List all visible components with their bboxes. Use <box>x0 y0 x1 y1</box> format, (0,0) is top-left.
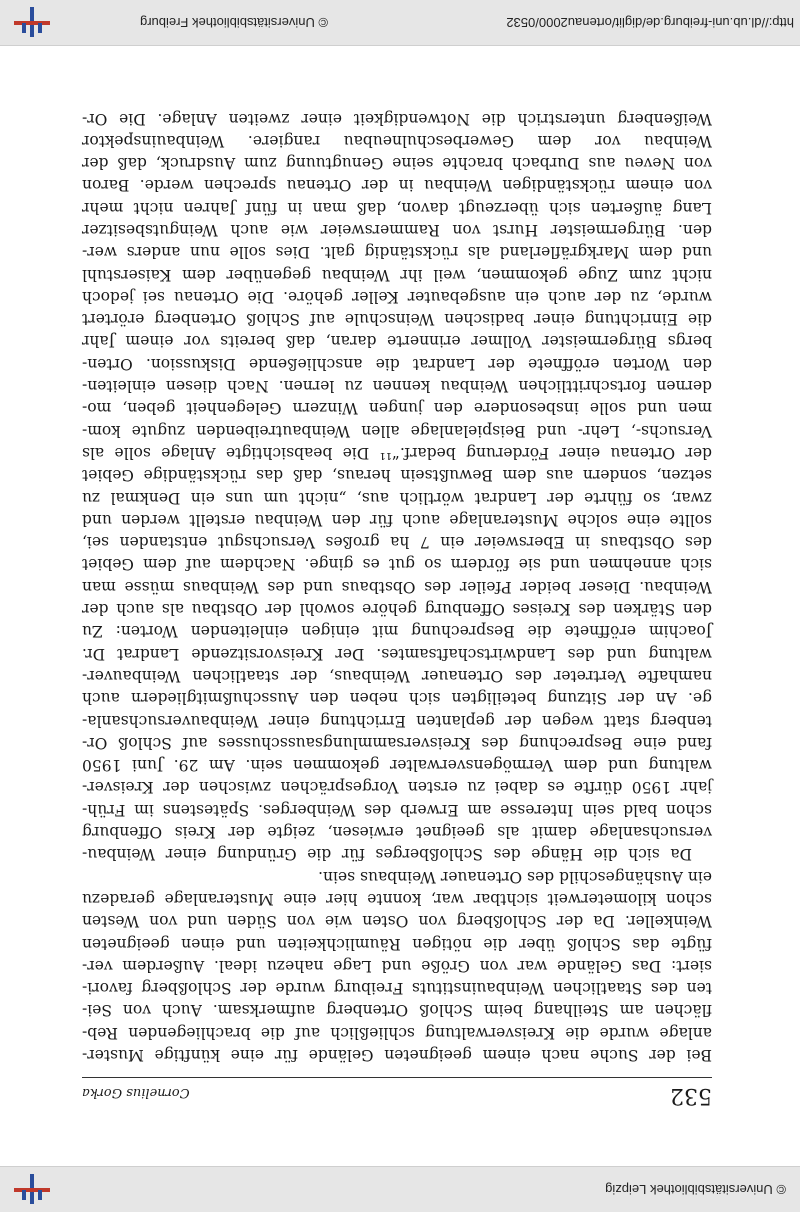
text-line: die Einrichtung einer badischen Weinschule auf Schloß Ortenberg erörtert <box>82 310 712 329</box>
body-text <box>82 107 712 1066</box>
library-logo-icon[interactable] <box>14 1175 50 1205</box>
text-line: fand eine Besprechung des Kreisversammlungsausschusses auf Schloß Or- <box>82 733 712 752</box>
text-line: sich annehmen und sie fördern so gut es ginge. Nachdem auf dem Gebiet <box>82 555 712 574</box>
text-line: versuchsanlage damit als geeignet erwiesen, zeigte der Kreis Offenburg <box>82 823 712 842</box>
text-line: ten des Staatlichen Weinbauinstituts Freiburg wurde der Schloßberg favori- <box>82 979 712 998</box>
text-line: und dem Markgräflerland als rückständig galt. Dies solle nun anders wer- <box>82 243 712 262</box>
text-line: Joachim eröffnete die Besprechung mit einigen einleitenden Worten: Zu <box>82 622 712 641</box>
copyright-notice-freiburg <box>50 15 328 30</box>
text-line: Weinbau vor dem Gewerbeschulneubau rangiere. Weinbauinspektor <box>82 131 712 150</box>
text-line: siert: Das Gelände war von Größe und Lage nahezu ideal. Außerdem ver- <box>82 956 712 975</box>
text-line: von einem rückständigen Weinbau in der Ortenau sprechen werde. Baron <box>82 176 712 195</box>
text-line: ein Aushängeschild des Ortenauer Weinbaus sein. <box>318 867 712 886</box>
text-line: setzen, sondern aus dem Bewußtsein heraus, daß das rückständige Gebiet <box>82 466 712 485</box>
text-line: Weißenberg unterstrich die Notwendigkeit einer zweiten Anlage. Die Or- <box>82 109 712 128</box>
text-line: nicht zum Zuge gekommen, weil ihr Weinbau gegenüber dem Kaiserstuhl <box>82 265 712 284</box>
document-url[interactable]: http://dl.ub.uni-freiburg.de/diglit/ortenau2000/0532 <box>506 15 794 30</box>
text-line: men und solle insbesondere den jungen Winzern Gelegenheit geben, mo- <box>82 399 712 418</box>
text-line: des Obstbaus in Ebersweier ein 7 ha großes Versuchsgut entstanden sei, <box>82 533 712 552</box>
text-line: Weinbau. Dieser beider Pfeiler des Obstbaus und des Weinbaus müsse man <box>82 577 712 596</box>
text-line: Lang äußerten sich überzeugt davon, daß man in fünf Jahren nicht mehr <box>82 198 712 217</box>
text-line: fügte das Schloß über die nötigen Räumlichkeiten und einen geeigneten <box>82 934 712 953</box>
text-line: dernen fortschrittlichen Weinbau kennen zu lernen. Nach diesen einleiten- <box>82 377 712 396</box>
text-line: von Neveu aus Durbach brachte seine Genugtuung zum Ausdruck, daß der <box>82 154 712 173</box>
text-line: waltung und des Landwirtschaftsamtes. Der Kreisvorsitzende Landrat Dr. <box>82 644 712 663</box>
library-logo-icon[interactable] <box>14 8 50 38</box>
text-line: den Stärken des Kreises Offenburg gehöre sowohl der Obstbau als auch der <box>82 600 712 619</box>
text-line: Da sich die Hänge des Schloßberges für die Gründung einer Weinbau- <box>82 845 692 864</box>
text-line: tenberg statt wegen der geplanten Errichtung einer Weinbauversuchsanla- <box>82 711 712 730</box>
text-line: den. Bürgermeister Hurst von Rammersweier wie auch Weingutsbesitzer <box>82 221 712 240</box>
page-number: 532 <box>670 1083 712 1108</box>
text-line: schon bald sein Interesse am Erwerb des Weinberges. Spätestens im Früh- <box>82 800 712 819</box>
scanned-page <box>0 46 800 1166</box>
viewer-top-bar <box>0 1166 800 1212</box>
text-line: flächen am Steilhang beim Schloß Ortenberg aufmerksam. Auch von Sei- <box>82 1001 712 1020</box>
text-line: ge. An der Sitzung beteiligten sich neben den Ausschußmitgliedern auch <box>82 689 712 708</box>
page-header <box>82 1083 712 1108</box>
text-line: anlage wurde die Kreisverwaltung schließlich auf die brachliegenden Reb- <box>82 1023 712 1042</box>
text-line: bergs Bürgermeister Vollmer erinnerte daran, daß bereits vor einem Jahr <box>82 332 712 351</box>
header-rule <box>82 1077 712 1078</box>
text-line: der Ortenau einer Förderung bedarf.“¹¹ Die beabsichtigte Anlage solle als <box>82 443 712 462</box>
text-line: schon kilometerweit sichtbar war, konnte hier eine Musteranlage geradezu <box>82 889 712 908</box>
running-head: Cornelius Gorka <box>82 1085 190 1100</box>
viewer-bottom-bar <box>0 0 800 46</box>
text-line: waltung und dem Vermögensverwalter gekommen sein. Am 29. Juni 1950 <box>82 756 712 775</box>
copyright-text: © Universitätsbibliothek Freiburg <box>140 15 329 30</box>
copyright-notice-leipzig <box>605 1182 786 1197</box>
text-line: den Worten eröffnete der Landrat die anschließende Diskussion. Orten- <box>82 354 712 373</box>
text-line: Weinkeller. Da der Schloßberg von Osten wie von Süden und von Westen <box>82 912 712 931</box>
copyright-text: © Universitätsbibliothek Leipzig <box>605 1182 786 1197</box>
text-line: wurde, zu der auch ein ausgebauter Keller gehöre. Die Ortenau sei jedoch <box>82 287 712 306</box>
text-line: jahr 1950 dürfte es dabei zu ersten Vorgesprächen zwischen der Kreisver- <box>82 778 712 797</box>
text-line: Bei der Suche nach einem geeigneten Gelände für eine künftige Muster- <box>82 1046 712 1064</box>
text-line: namhafte Vertreter des Ortenauer Weinbaus, der staatlichen Weinbauver- <box>82 666 712 685</box>
text-line: Versuchs-, Lehr- und Beispielanlage allen Weinbautreibenden zugute kom- <box>82 421 712 440</box>
text-line: sollte eine solche Musteranlage auch für den Weinbau erstellt werden und <box>82 510 712 529</box>
text-line: zwar, so führte der Landrat wörtlich aus, „nicht um uns ein Denkmal zu <box>82 488 712 507</box>
